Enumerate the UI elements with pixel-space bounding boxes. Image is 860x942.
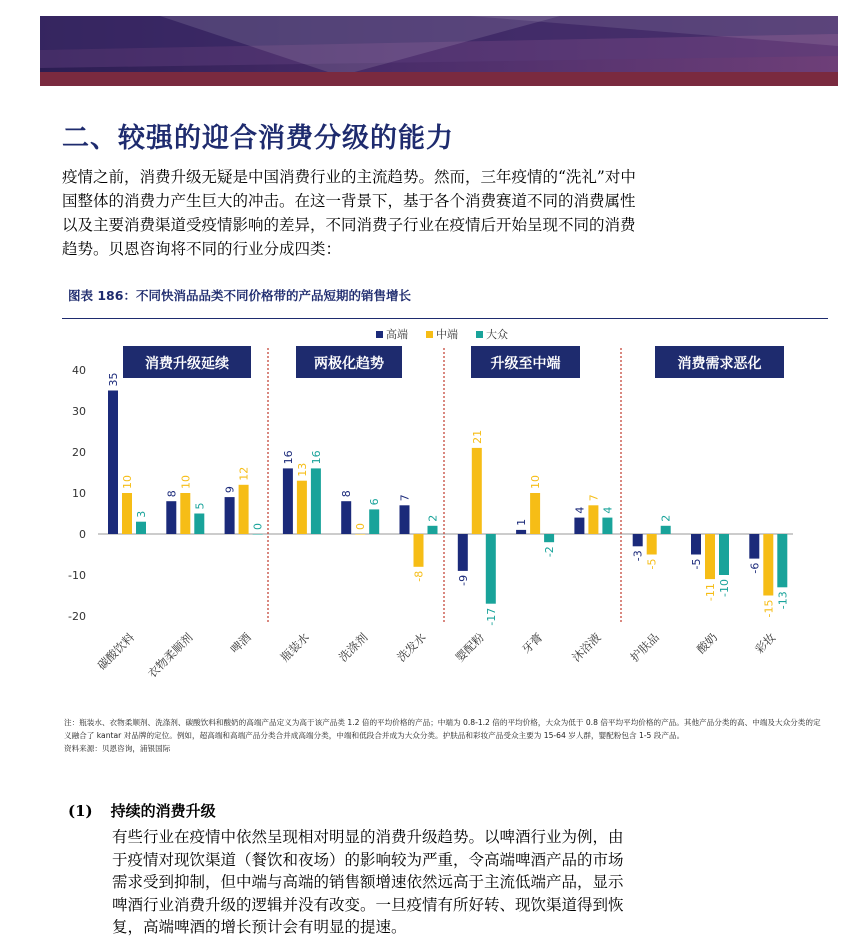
legend-label-1: 中端	[436, 328, 458, 341]
legend-swatch-0	[376, 331, 383, 338]
bar-3-0	[283, 468, 293, 534]
bar-value-label: 1	[515, 518, 529, 526]
bar-value-label: 35	[107, 372, 120, 387]
header-banner	[40, 16, 838, 86]
bar-value-label: -5	[690, 558, 703, 570]
bar-value-label: -6	[748, 562, 762, 574]
bar-3-2	[311, 468, 321, 534]
bar-value-label: 21	[470, 429, 484, 444]
bar-value-label: 3	[135, 510, 148, 518]
y-tick-label: -10	[68, 569, 86, 582]
legend-swatch-1	[426, 331, 433, 338]
group-header-label-2: 升级至中端	[490, 356, 561, 372]
figure-title: 图表 186：不同快消品品类不同价格带的产品短期的销售增长	[68, 288, 411, 303]
bar-11-1	[763, 534, 773, 596]
bar-value-label: 6	[368, 498, 382, 506]
bar-0-1	[122, 493, 132, 534]
y-tick-label: 30	[72, 405, 86, 418]
bar-4-1	[355, 534, 365, 535]
bar-7-1	[530, 493, 540, 534]
figure-notes	[64, 716, 824, 755]
bar-6-1	[472, 448, 482, 534]
bar-value-label: -3	[631, 550, 645, 562]
bar-value-label: 10	[179, 475, 193, 489]
bar-3-1	[297, 481, 307, 534]
bar-4-0	[341, 501, 351, 534]
x-tick-label: 瓶装水	[277, 630, 313, 665]
subsection-title: 持续的消费升级	[110, 802, 216, 820]
legend-label-0: 高端	[386, 328, 408, 341]
bar-2-1	[239, 485, 249, 534]
bar-10-2	[719, 534, 729, 575]
bar-0-2	[136, 522, 146, 534]
bar-value-label: -5	[645, 558, 659, 570]
intro-paragraph: 疫情之前，消费升级无疑是中国消费行业的主流趋势。然而，三年疫情的“洗礼”对中国整体的消费力产生巨大的冲击。在这一背景下，基于各个消费赛道不同的消费属性以及主要消费渠道受疫情影响的差异，不同消费子行业在疫情后开始呈现不同的消费趋势。贝恩咨询将不同的行业分成四类：	[62, 168, 636, 258]
bar-value-label: -17	[484, 607, 498, 626]
bar-2-0	[225, 497, 235, 534]
bar-7-2	[544, 534, 554, 542]
bar-10-1	[705, 534, 715, 579]
bar-9-1	[647, 534, 657, 555]
bar-value-label: 13	[295, 462, 309, 477]
bar-11-2	[777, 534, 787, 587]
bar-2-2	[253, 534, 263, 535]
bar-9-2	[661, 526, 671, 534]
subsection-heading	[68, 800, 216, 821]
bar-5-0	[400, 505, 410, 534]
x-tick-label: 啤酒	[227, 630, 254, 657]
bar-4-2	[369, 509, 379, 534]
bar-value-label: -8	[412, 570, 426, 582]
bar-value-label: -13	[776, 591, 790, 610]
bar-1-0	[166, 501, 176, 534]
bar-value-label: 2	[426, 514, 440, 522]
x-tick-label: 洗涤剂	[336, 630, 371, 665]
bar-10-0	[691, 534, 701, 555]
subsection-number: (1)	[68, 802, 93, 820]
y-tick-label: 10	[72, 487, 86, 500]
figure-title-rule	[62, 318, 828, 319]
x-tick-label: 衣物柔顺剂	[144, 630, 196, 681]
bar-value-label: 5	[193, 502, 207, 510]
y-tick-label: 20	[72, 446, 86, 459]
bar-value-label: 7	[587, 494, 601, 502]
x-tick-label: 碳酸饮料	[94, 630, 138, 673]
x-tick-label: 彩妆	[752, 630, 779, 657]
bar-value-label: -11	[704, 583, 717, 602]
bar-5-2	[428, 526, 438, 534]
group-header-label-3: 消费需求恶化	[677, 356, 762, 372]
bar-11-0	[749, 534, 759, 559]
x-tick-label: 酸奶	[693, 630, 721, 657]
bar-value-label: -9	[456, 574, 470, 586]
bar-value-label: 10	[529, 475, 543, 489]
bar-value-label: -2	[543, 546, 557, 558]
y-tick-label: 40	[72, 364, 86, 377]
y-tick-label: 0	[79, 528, 86, 541]
bar-value-label: 8	[340, 490, 354, 498]
bar-value-label: 4	[573, 506, 587, 514]
subsection-paragraph: 有些行业在疫情中依然呈现相对明显的消费升级趋势。以啤酒行业为例，由于疫情对现饮渠道（餐饮和夜场）的影响较为严重，令高端啤酒产品的市场需求受到抑制，但中端与高端的销售额增速依然远高于主流低端产品，显示啤酒行业消费升级的逻辑并没有改变。一旦疫情有所好转、现饮渠道得到恢复，高端啤酒的增长预计会有明显的提速。	[112, 828, 624, 936]
bar-value-label: 10	[121, 475, 134, 489]
bar-value-label: -10	[718, 579, 731, 597]
bar-chart	[40, 322, 830, 710]
legend-swatch-2	[476, 331, 483, 338]
group-header-label-0: 消费升级延续	[145, 356, 229, 372]
bar-value-label: 12	[237, 466, 251, 481]
bar-value-label: 4	[601, 506, 615, 514]
bar-8-0	[574, 518, 584, 534]
bar-value-label: 9	[223, 486, 237, 494]
page-title: 二、较强的迎合消费分级的能力	[62, 123, 454, 154]
bar-value-label: 0	[354, 523, 368, 530]
figure-note: 注：瓶装水、衣物柔顺剂、洗涤剂、碳酸饮料和酸奶的高端产品定义为高于该产品类 1.2 倍的平均价格的产品；中端为 0.8-1.2 倍的平均价格，大众为低于 0.8 倍平均平均价格的产品。其他产品分类的高、中端及大众分类的定义融合了 kantar 对品牌的定位。例如，超高端和高端产品分类合并成高端分类，中端和低段合并成为大众分类。护肤品和彩妆产品受众主要为 15-64 岁人群，婴配粉包含 1-5 段产品。	[64, 718, 821, 740]
bar-9-0	[633, 534, 643, 546]
x-tick-label: 沐浴液	[569, 630, 604, 665]
bar-8-2	[602, 518, 612, 534]
bar-1-2	[194, 514, 204, 535]
bar-1-1	[180, 493, 190, 534]
group-header-label-1: 两极化趋势	[314, 356, 384, 372]
x-tick-label: 牙膏	[519, 630, 546, 657]
bar-6-0	[458, 534, 468, 571]
banner-graphic	[40, 16, 838, 86]
figure-source: 资料来源：贝恩咨询，浦银国际	[64, 744, 171, 753]
bar-value-label: 16	[281, 450, 295, 465]
bar-value-label: 16	[309, 450, 323, 465]
bar-value-label: 7	[398, 494, 412, 502]
bar-value-label: -15	[762, 599, 776, 618]
bar-value-label: 8	[165, 490, 179, 498]
x-tick-label: 护肤品	[627, 630, 662, 665]
bar-7-0	[516, 530, 526, 534]
bar-6-2	[486, 534, 496, 604]
bar-0-0	[108, 391, 118, 535]
bar-8-1	[588, 505, 598, 534]
bar-value-label: 2	[659, 514, 673, 522]
x-tick-label: 婴配粉	[452, 630, 487, 665]
x-tick-label: 洗发水	[394, 630, 429, 665]
bar-value-label: 0	[251, 523, 265, 530]
bar-5-1	[414, 534, 424, 567]
legend-label-2: 大众	[486, 328, 508, 341]
y-tick-label: -20	[68, 610, 86, 623]
